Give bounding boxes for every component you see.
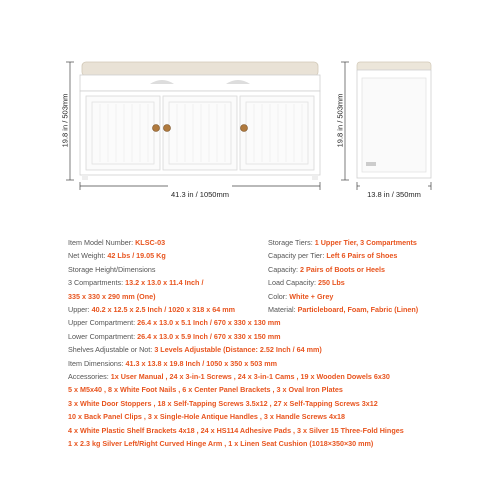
spec-row-upper-compartment: Upper Compartment: 26.4 x 13.0 x 5.1 Inch / 670 x 330 x 130 mm [68,318,281,328]
bench-height-label: 19.8 in / 503mm [60,93,70,148]
bench-width-dimension-line [80,182,320,190]
spec-row-lower-compartment: Lower Compartment: 26.4 x 13.0 x 5.9 Inch / 670 x 330 x 150 mm [68,331,281,341]
accessories-line: 10 x Back Panel Clips , 3 x Single-Hole Antique Handles , 3 x Handle Screws 4x18 [68,412,345,422]
spec-row-capacity: Capacity: 2 Pairs of Boots or Heels [268,264,386,274]
side-height-label: 19.8 in / 503mm [335,93,345,148]
spec-row-item-dimensions: Item Dimensions: 41.3 x 13.8 x 19.8 Inch / 1050 x 350 x 503 mm [68,358,277,368]
spec-row-upper: Upper: 40.2 x 12.5 x 2.5 Inch / 1020 x 318 x 64 mm [68,305,236,314]
spec-row-tiers: Storage Tiers: 1 Upper Tier, 3 Compartments [268,238,417,247]
spec-row-accessories: Accessories: 1x User Manual , 24 x 3-in-1 Screws , 24 x 3-in-1 Cams , 19 x Wooden Dowels 6x30 [68,372,390,381]
spec-row-compartments: 3 Compartments: 13.2 x 13.0 x 11.4 Inch / [68,278,204,288]
spec-row-shelves: Shelves Adjustable or Not: 3 Levels Adjustable (Distance: 2.52 Inch / 64 mm) [68,345,322,355]
knob-icon [164,125,171,132]
accessories-line: 3 x White Door Stoppers , 18 x Self-Tapping Screws 3.5x12 , 27 x Self-Tapping Screws 3x12 [68,398,378,408]
spec-row-load: Load Capacity: 250 Lbs [268,278,345,288]
bench-side-view [357,62,431,178]
side-depth-label: 13.8 in / 350mm [367,190,421,199]
accessories-line: 4 x White Plastic Shelf Brackets 4x18 , 24 x HS114 Adhesive Pads , 3 x Silver 15 Three-Fold Hinges [68,425,404,435]
bench-front-view [80,62,320,180]
spec-row-material: Material: Particleboard, Foam, Fabric (Linen) [268,305,419,314]
spec-row-capacity-tier: Capacity per Tier: Left 6 Pairs of Shoes [268,251,398,261]
spec-row-storage-heading: Storage Height/Dimensions [68,264,156,274]
brand-tag [366,162,376,166]
spec-row-model: Item Model Number: KLSC-03 [68,238,166,247]
spec-row-weight: Net Weight: 42 Lbs / 19.05 Kg [68,251,166,261]
door-middle [163,96,237,170]
seat-cushion [82,62,318,76]
accessories-line: 5 x M5x40 , 8 x White Foot Nails , 6 x Center Panel Brackets , 3 x Oval Iron Plates [68,385,343,395]
door-right [240,96,314,170]
top-panel [80,75,320,91]
spec-row-compartments-mm: 335 x 330 x 290 mm (One) [68,291,156,301]
side-depth-dimension-line [357,182,431,190]
bench-width-label: 41.3 in / 1050mm [171,190,229,199]
spec-row-color: Color: White + Grey [268,291,334,301]
knob-icon [153,125,160,132]
accessories-line: 1 x 2.3 kg Silver Left/Right Curved Hinge Arm , 1 x Linen Seat Cushion (1018×350×30 mm) [68,439,374,448]
knob-icon [241,125,248,132]
door-left [86,96,160,170]
